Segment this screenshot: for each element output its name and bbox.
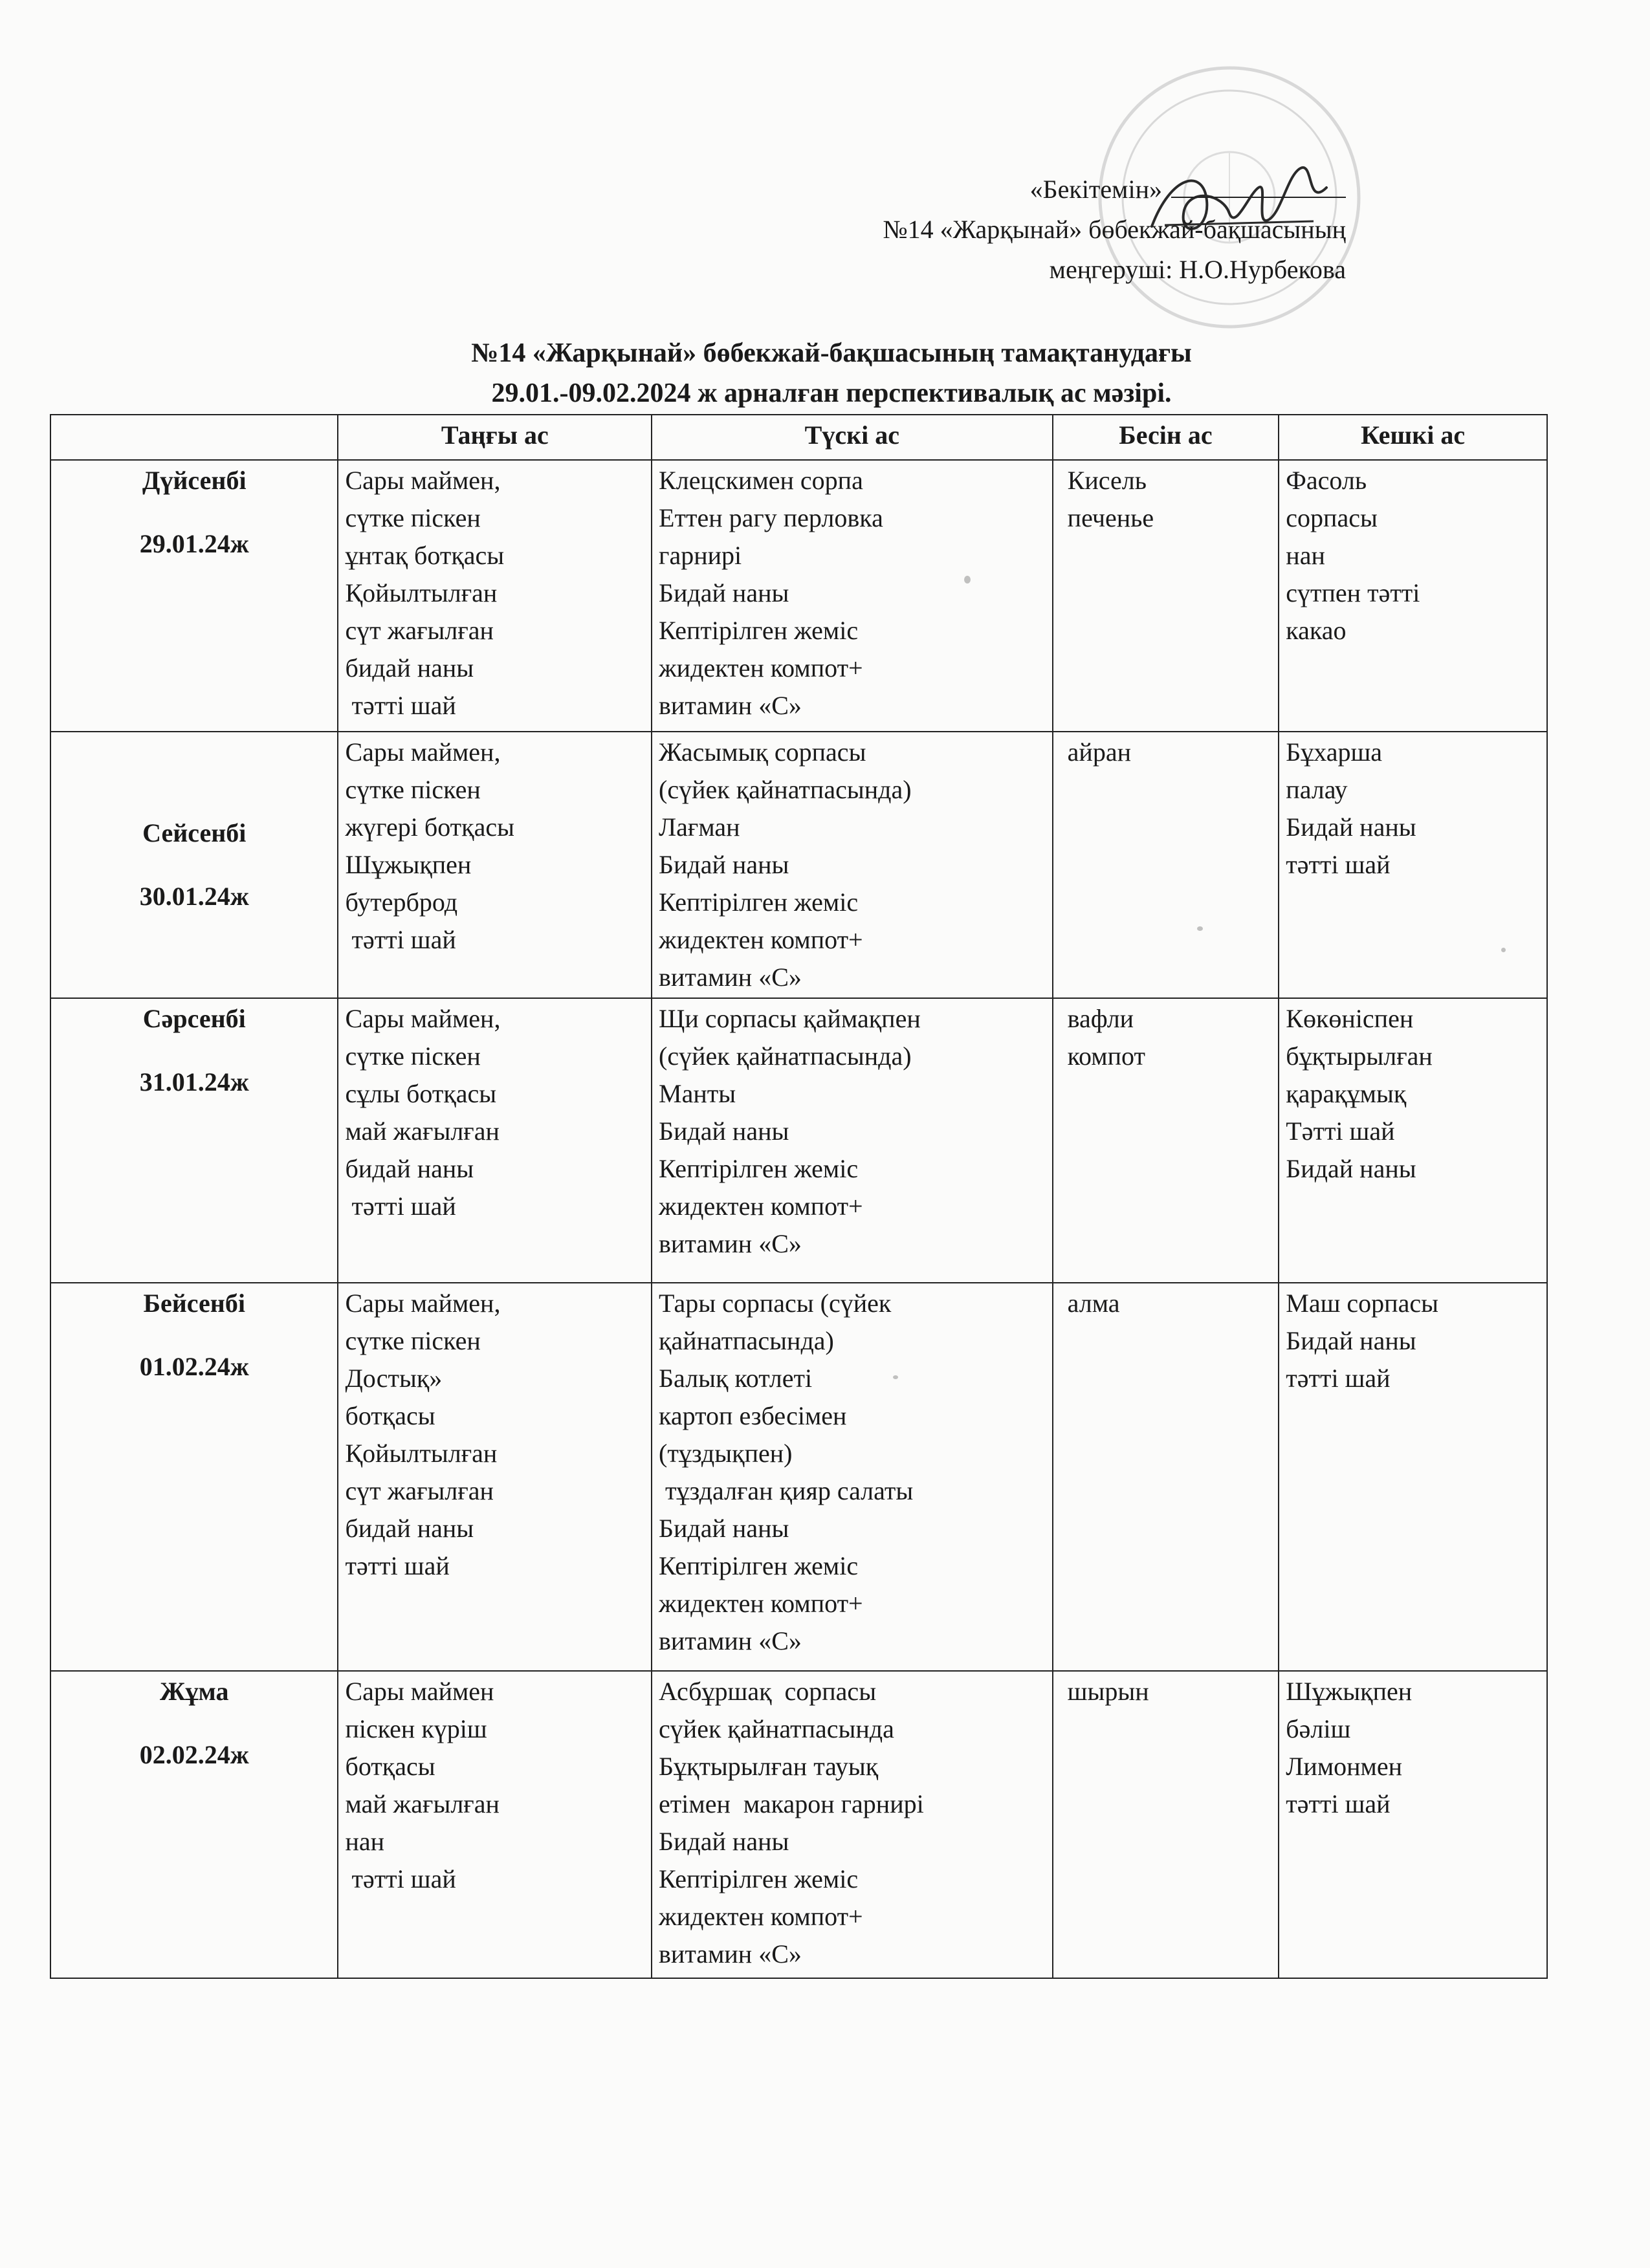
menu-item-line: тәтті шай <box>1286 1789 1391 1818</box>
menu-item-line: бидай наны <box>345 1514 474 1543</box>
snack-cell <box>1053 460 1279 732</box>
scan-speck <box>1501 948 1506 952</box>
menu-item-line: Бидай наны <box>659 1117 789 1146</box>
menu-item-line: Кисель <box>1067 466 1147 495</box>
day-date: 31.01.24ж <box>139 1067 249 1096</box>
menu-item-line: Қойылтылған <box>345 578 498 607</box>
menu-item-line: жидектен компот+ <box>659 653 863 682</box>
menu-item-line: витамин «С» <box>659 963 802 992</box>
day-cell <box>50 1283 338 1671</box>
table-row <box>50 732 1547 998</box>
menu-item-line: Бұқтырылған тауық <box>659 1752 879 1781</box>
day-name: Сәрсенбі <box>142 1004 246 1033</box>
header-lunch: Түскі ас <box>652 415 1053 460</box>
menu-item-line: Лимонмен <box>1286 1752 1403 1781</box>
menu-item-line: Кептірілген жеміс <box>659 1154 859 1183</box>
menu-item-line: Клецскимен сорпа <box>659 466 863 495</box>
menu-item-line: жидектен компот+ <box>659 1902 863 1931</box>
menu-item-line: Сары маймен, <box>345 466 501 495</box>
day-cell <box>50 732 338 998</box>
signature-line <box>1171 197 1346 198</box>
day-date: 29.01.24ж <box>139 529 249 558</box>
menu-item-line: шырын <box>1067 1677 1149 1706</box>
day-name: Дүйсенбі <box>142 466 247 495</box>
menu-item-line: бұқтырылған <box>1286 1041 1433 1071</box>
menu-item-line: Бидай наны <box>659 850 789 879</box>
menu-item-line: (сүйек қайнатпасында) <box>659 775 912 804</box>
menu-item-line: гарнирі <box>659 541 742 570</box>
menu-item-line: Жасымық сорпасы <box>659 737 866 767</box>
approval-block <box>883 169 1346 290</box>
snack-cell <box>1053 1671 1279 1978</box>
table-row <box>50 1283 1547 1671</box>
menu-item-line: тәтті шай <box>1286 1364 1391 1393</box>
day-name: Бейсенбі <box>143 1289 245 1318</box>
scan-speck <box>1197 926 1203 931</box>
menu-item-line: печенье <box>1067 503 1154 532</box>
dinner-cell <box>1279 998 1547 1283</box>
breakfast-cell <box>338 998 652 1283</box>
menu-item-line: тәтті шай <box>345 1864 456 1893</box>
menu-item-line: сұлы ботқасы <box>345 1079 497 1108</box>
menu-item-line: Кептірілген жеміс <box>659 616 859 645</box>
header-breakfast: Таңғы ас <box>338 415 652 460</box>
menu-item-line: май жағылған <box>345 1117 500 1146</box>
menu-item-line: жидектен компот+ <box>659 1589 863 1618</box>
approval-organization: №14 «Жарқынай» бөбекжай-бақшасының <box>883 215 1346 244</box>
approval-label: «Бекітемін» <box>1029 175 1162 204</box>
menu-item-line: тәтті шай <box>345 1192 456 1221</box>
menu-item-line: Сары маймен, <box>345 737 501 767</box>
menu-item-line: тәтті шай <box>345 691 456 720</box>
scan-speck <box>893 1375 898 1379</box>
table-row <box>50 460 1547 732</box>
menu-item-line: сүт жағылған <box>345 616 494 645</box>
table-row <box>50 1671 1547 1978</box>
lunch-cell <box>652 460 1053 732</box>
day-name: Сейсенбі <box>142 818 247 847</box>
header-snack: Бесін ас <box>1053 415 1279 460</box>
menu-item-line: тәтті шай <box>345 925 456 954</box>
dinner-cell <box>1279 1283 1547 1671</box>
menu-item-line: ұнтақ ботқасы <box>345 541 505 570</box>
menu-item-line: Бидай наны <box>659 1827 789 1856</box>
menu-table <box>50 414 1548 1979</box>
menu-item-line: етімен макарон гарнирі <box>659 1789 924 1818</box>
menu-item-line: Кептірілген жеміс <box>659 1864 859 1893</box>
menu-item-line: Қойылтылған <box>345 1439 498 1468</box>
breakfast-cell <box>338 460 652 732</box>
menu-item-line: витамин «С» <box>659 1229 802 1258</box>
menu-item-line: піскен күріш <box>345 1714 487 1743</box>
menu-item-line: ботқасы <box>345 1401 435 1430</box>
snack-cell <box>1053 998 1279 1283</box>
menu-item-line: витамин «С» <box>659 1626 802 1655</box>
menu-item-line: Балық котлеті <box>659 1364 813 1393</box>
menu-item-line: бидай наны <box>345 1154 474 1183</box>
menu-item-line: Маш сорпасы <box>1286 1289 1438 1318</box>
menu-item-line: картоп езбесімен <box>659 1401 847 1430</box>
menu-item-line: сорпасы <box>1286 503 1378 532</box>
menu-item-line: вафли <box>1067 1004 1134 1033</box>
dinner-cell <box>1279 732 1547 998</box>
menu-item-line: какао <box>1286 616 1347 645</box>
title-line-1: №14 «Жарқынай» бөбекжай-бақшасының тамақтанудағы <box>471 338 1192 368</box>
menu-item-line: жүгері ботқасы <box>345 812 514 842</box>
menu-item-line: (тұздықпен) <box>659 1439 793 1468</box>
menu-item-line: Лағман <box>659 812 740 842</box>
menu-item-line: сүтпен тәтті <box>1286 578 1420 607</box>
menu-body <box>50 460 1547 1978</box>
menu-item-line: компот <box>1067 1041 1145 1071</box>
menu-item-line: палау <box>1286 775 1348 804</box>
menu-item-line: Бидай наны <box>659 1514 789 1543</box>
menu-item-line: тәтті шай <box>1286 850 1391 879</box>
menu-item-line: Манты <box>659 1079 736 1108</box>
menu-item-line: Шұжықпен <box>1286 1677 1413 1706</box>
menu-item-line: жидектен компот+ <box>659 925 863 954</box>
menu-item-line: бәліш <box>1286 1714 1351 1743</box>
menu-item-line: тұздалған қияр салаты <box>659 1476 914 1505</box>
day-cell <box>50 998 338 1283</box>
breakfast-cell <box>338 1671 652 1978</box>
menu-item-line: жидектен компот+ <box>659 1192 863 1221</box>
snack-cell <box>1053 732 1279 998</box>
menu-item-line: витамин «С» <box>659 691 802 720</box>
menu-item-line: витамин «С» <box>659 1939 802 1968</box>
lunch-cell <box>652 998 1053 1283</box>
day-name: Жұма <box>159 1677 229 1706</box>
breakfast-cell <box>338 732 652 998</box>
dinner-cell <box>1279 1671 1547 1978</box>
day-date: 01.02.24ж <box>139 1352 249 1381</box>
title-line-2: 29.01.-09.02.2024 ж арналған перспективалық ас мәзірі. <box>491 378 1172 408</box>
menu-item-line: Сары маймен, <box>345 1004 501 1033</box>
snack-cell <box>1053 1283 1279 1671</box>
menu-item-line: Бұхарша <box>1286 737 1383 767</box>
menu-item-line: Бидай наны <box>1286 1154 1416 1183</box>
menu-item-line: Бидай наны <box>659 578 789 607</box>
breakfast-cell <box>338 1283 652 1671</box>
scan-speck <box>964 576 971 583</box>
menu-item-line: бутерброд <box>345 888 458 917</box>
menu-item-line: Асбұршақ сорпасы <box>659 1677 877 1706</box>
lunch-cell <box>652 1283 1053 1671</box>
menu-item-line: Бидай наны <box>1286 812 1416 842</box>
menu-item-line: сүтке піскен <box>345 1326 481 1355</box>
day-date: 30.01.24ж <box>139 882 249 911</box>
menu-item-line: сүт жағылған <box>345 1476 494 1505</box>
day-cell <box>50 1671 338 1978</box>
lunch-cell <box>652 732 1053 998</box>
menu-item-line: Көкөніспен <box>1286 1004 1414 1033</box>
table-row <box>50 998 1547 1283</box>
menu-item-line: Кептірілген жеміс <box>659 1551 859 1580</box>
menu-item-line: сүтке піскен <box>345 1041 481 1071</box>
menu-item-line: Кептірілген жеміс <box>659 888 859 917</box>
menu-item-line: қайнатпасында) <box>659 1326 834 1355</box>
menu-item-line: Еттен рагу перловка <box>659 503 883 532</box>
day-cell <box>50 460 338 732</box>
header-dinner: Кешкі ас <box>1279 415 1547 460</box>
menu-item-line: Тары сорпасы (сүйек <box>659 1289 892 1318</box>
menu-item-line: сүтке піскен <box>345 775 481 804</box>
menu-item-line: айран <box>1067 737 1131 767</box>
approval-head-name: меңгеруші: Н.О.Нурбекова <box>1049 255 1346 284</box>
menu-item-line: ботқасы <box>345 1752 435 1781</box>
menu-item-line: алма <box>1067 1289 1120 1318</box>
header-day <box>50 415 338 460</box>
menu-item-line: Фасоль <box>1286 466 1367 495</box>
menu-item-line: Бидай наны <box>1286 1326 1416 1355</box>
menu-item-line: Шұжықпен <box>345 850 472 879</box>
menu-item-line: нан <box>1286 541 1325 570</box>
day-date: 02.02.24ж <box>139 1740 249 1769</box>
menu-item-line: май жағылған <box>345 1789 500 1818</box>
header-row <box>50 415 1547 460</box>
menu-item-line: сүтке піскен <box>345 503 481 532</box>
menu-item-line: Достық» <box>345 1364 443 1393</box>
menu-item-line: бидай наны <box>345 653 474 682</box>
menu-item-line: (сүйек қайнатпасында) <box>659 1041 912 1071</box>
menu-item-line: Сары маймен, <box>345 1289 501 1318</box>
menu-item-line: нан <box>345 1827 385 1856</box>
menu-item-line: Щи сорпасы қаймақпен <box>659 1004 921 1033</box>
dinner-cell <box>1279 460 1547 732</box>
menu-item-line: Тәтті шай <box>1286 1117 1395 1146</box>
menu-item-line: сүйек қайнатпасында <box>659 1714 894 1743</box>
document-title <box>0 333 1650 413</box>
menu-item-line: тәтті шай <box>345 1551 450 1580</box>
menu-item-line: қарақұмық <box>1286 1079 1407 1108</box>
menu-item-line: Сары маймен <box>345 1677 494 1706</box>
lunch-cell <box>652 1671 1053 1978</box>
